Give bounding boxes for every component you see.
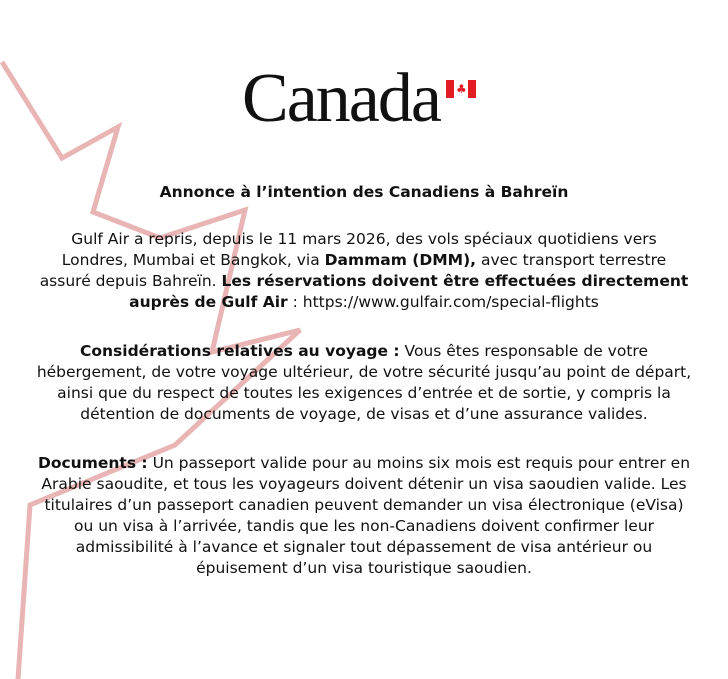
wordmark-text: Canada — [242, 60, 440, 137]
bold-text: Considérations relatives au voyage : — [79, 342, 400, 360]
paragraph-documents — [0, 453, 728, 579]
text: assuré depuis Bahreïn. — [39, 272, 222, 290]
text-line: admissibilité à l’avance et signaler tout dépassement de visa antérieur ou — [75, 538, 653, 556]
paragraph-flights — [0, 229, 728, 313]
text: Un passeport valide pour au moins six mois est requis pour entrer en — [147, 454, 691, 472]
text: Vous êtes responsable de votre — [399, 342, 648, 360]
announcement-title: Annonce à l’intention des Canadiens à Bahreïn — [159, 183, 569, 201]
bold-text: Les réservations doivent être effectuées directement — [221, 272, 689, 290]
canada-wordmark-logo — [242, 60, 482, 140]
text-line: ou un visa à l’arrivée, tandis que les non-Canadiens doivent confirmer leur — [73, 517, 655, 535]
text: Londres, Mumbai et Bangkok, via — [61, 251, 325, 269]
text-line: Arabie saoudite, et tous les voyageurs doivent détenir un visa saoudien valide. Les — [41, 475, 687, 493]
canadian-flag-icon: ♣ — [446, 80, 476, 98]
bold-text: Dammam (DMM), — [324, 251, 477, 269]
gulfair-link[interactable]: : https://www.gulfair.com/special-flights — [287, 293, 599, 311]
text-line: ainsi que du respect de toutes les exigences d’entrée et de sortie, y compris la — [57, 384, 671, 402]
text-line: Gulf Air a repris, depuis le 11 mars 2026, des vols spéciaux quotidiens vers — [71, 230, 657, 248]
text: avec transport terrestre — [476, 251, 667, 269]
text-line: titulaires d’un passeport canadien peuvent demander un visa électronique (eVisa) — [44, 496, 684, 514]
text-line: épuisement d’un visa touristique saoudien. — [196, 559, 532, 577]
bold-text: Documents : — [37, 454, 148, 472]
text-line: hébergement, de votre voyage ultérieur, de votre sécurité jusqu’au point de départ, — [36, 363, 692, 381]
text-line: détention de documents de voyage, de visas et d’une assurance valides. — [80, 405, 648, 423]
paragraph-travel-considerations — [0, 341, 728, 425]
bold-text: auprès de Gulf Air — [129, 293, 288, 311]
